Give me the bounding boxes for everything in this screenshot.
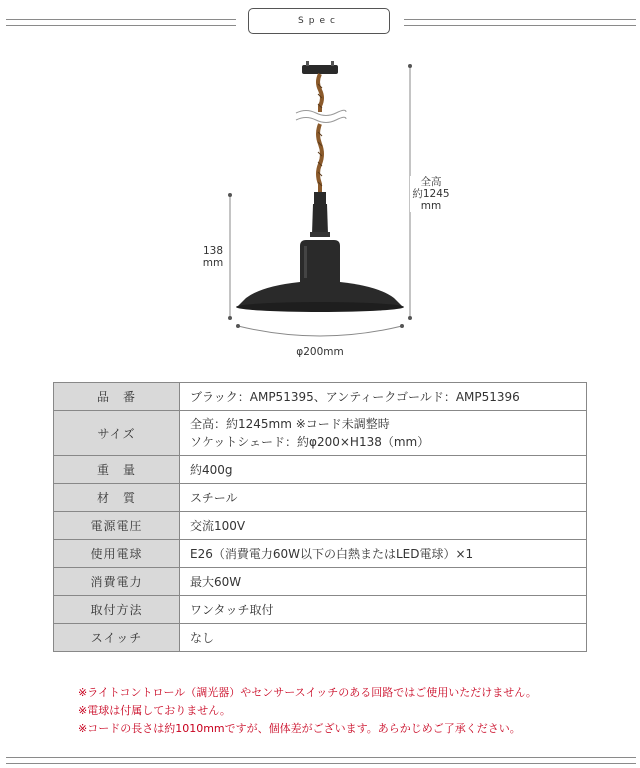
spec-label: スイッチ xyxy=(54,624,180,652)
spec-value xyxy=(180,624,587,652)
notes xyxy=(78,684,537,738)
spec-value xyxy=(180,383,587,411)
spec-row xyxy=(54,568,587,596)
ceiling-mount xyxy=(302,65,338,74)
spec-value xyxy=(180,456,587,484)
spec-label: 消費電力 xyxy=(54,568,180,596)
spec-value-line: 約400g xyxy=(190,462,233,477)
note-dimmer: ※ライトコントロール（調光器）やセンサースイッチのある回路ではご使用いただけません。 xyxy=(78,686,537,699)
pendant-lamp-illustration xyxy=(0,50,640,370)
total-height-label: 全高 約1245 mm xyxy=(410,176,452,212)
spec-value-line: ブラック：AMP51395、アンティークゴールド：AMP51396 xyxy=(190,389,520,404)
spec-value-line: 最大60W xyxy=(190,574,242,589)
shade-height-label: 138 mm xyxy=(198,245,228,269)
spec-value xyxy=(180,411,587,456)
spec-value-line: E26（消費電力60W以下の白熱またはLED電球）×1 xyxy=(190,546,474,561)
spec-value xyxy=(180,568,587,596)
header-rule-left xyxy=(6,19,236,26)
diameter-label: φ200mm xyxy=(296,346,344,358)
spec-row xyxy=(54,596,587,624)
spec-value-line: ワンタッチ取付 xyxy=(190,602,274,617)
spec-row xyxy=(54,512,587,540)
spec-value-line: ソケットシェード：約φ200×H138（mm） xyxy=(190,435,430,449)
spec-label: 材 質 xyxy=(54,484,180,512)
header-rule-right xyxy=(404,19,636,26)
shade-rim xyxy=(236,302,404,312)
spec-row xyxy=(54,456,587,484)
socket-body xyxy=(312,204,328,234)
spec-row xyxy=(54,484,587,512)
socket-top xyxy=(314,192,326,204)
spec-value xyxy=(180,596,587,624)
spec-value xyxy=(180,484,587,512)
spec-value xyxy=(180,540,587,568)
lamp-diagram xyxy=(0,50,640,370)
note-cord: ※コードの長さは約1010mmですが、個体差がございます。あらかじめご了承ください。 xyxy=(78,722,521,735)
spec-label: 取付方法 xyxy=(54,596,180,624)
spec-title: Spec xyxy=(248,8,390,34)
spec-row xyxy=(54,411,587,456)
spec-label: 品 番 xyxy=(54,383,180,411)
footer-rule xyxy=(6,757,636,764)
spec-label: 電源電圧 xyxy=(54,512,180,540)
spec-label: 重 量 xyxy=(54,456,180,484)
spec-value-line: なし xyxy=(190,630,215,645)
spec-value-line: スチール xyxy=(190,490,238,505)
spec-row xyxy=(54,383,587,411)
spec-value-line: 交流100V xyxy=(190,518,246,533)
spec-row xyxy=(54,540,587,568)
spec-value-line: 全高：約1245mm ※コード未調整時 xyxy=(190,417,390,431)
spec-row xyxy=(54,624,587,652)
spec-table xyxy=(53,382,587,652)
note-bulb: ※電球は付属しておりません。 xyxy=(78,704,231,717)
spec-value xyxy=(180,512,587,540)
spec-label: 使用電球 xyxy=(54,540,180,568)
spec-label: サイズ xyxy=(54,411,180,456)
